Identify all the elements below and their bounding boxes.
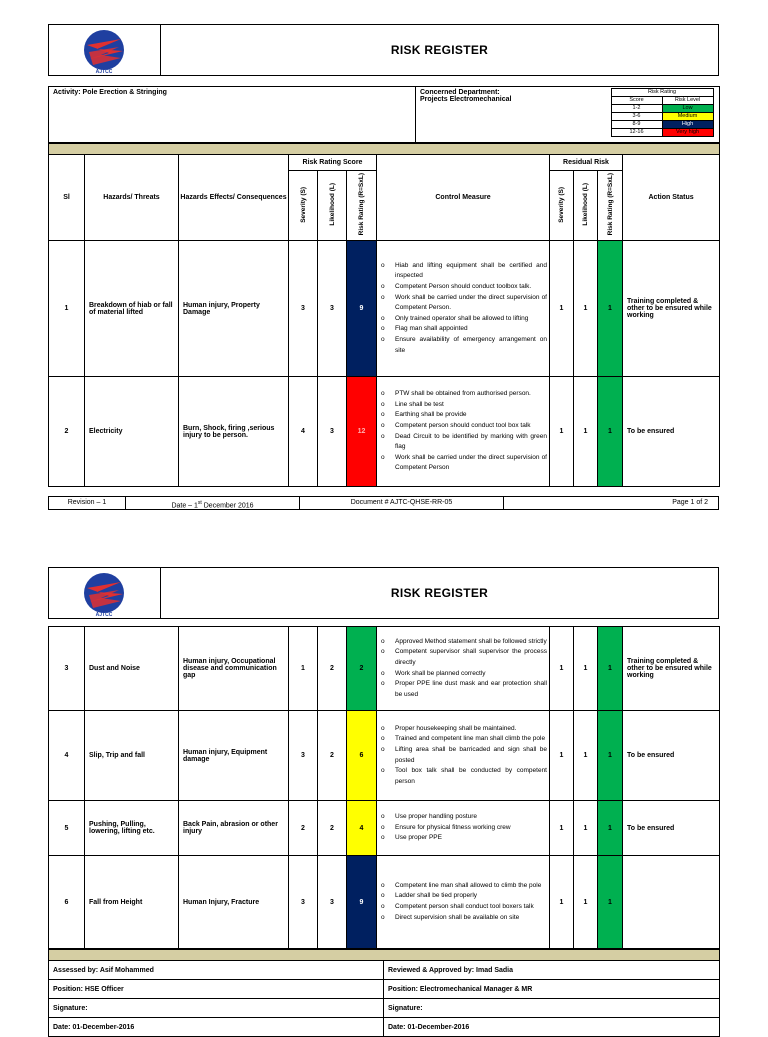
control-text: Hiab and lifting equipment shall be certified and inspected (395, 261, 547, 280)
bullet-icon: o (381, 648, 385, 656)
page-2 (48, 567, 719, 1037)
control-item (381, 324, 547, 335)
footer-page: Page 1 of 2 (672, 499, 708, 506)
control-text: Dead Circuit to be identified by marking with green flag (395, 432, 547, 451)
bullet-icon: o (381, 400, 385, 408)
control-text: Work shall be carried under the direct supervision of Competent Person (395, 453, 547, 472)
bullet-icon: o (381, 637, 385, 645)
control-text: Use proper PPE (395, 834, 442, 842)
control-text: Approved Method statement shall be followed strictly (395, 637, 547, 645)
row-action-status: Training completed & other to be ensured while working (623, 627, 720, 711)
control-text: Competent supervisor shall supervisor the process directly (395, 648, 547, 666)
bullet-icon: o (381, 903, 385, 910)
row-residual-likelihood: 1 (574, 241, 598, 377)
row-residual-severity: 1 (550, 627, 574, 711)
control-text: Ensure availability of emergency arrangement on site (395, 335, 547, 354)
table-row (49, 377, 720, 487)
page-1 (48, 24, 719, 487)
bullet-icon: o (381, 745, 385, 753)
logo-text: AJTCC (95, 612, 113, 618)
separator-band-2 (49, 950, 720, 961)
legend-level-low: Low (662, 105, 713, 113)
assessed-by: Assessed by: Asif Mohammed (49, 961, 384, 980)
col-control: Control Measure (377, 155, 550, 241)
control-item (381, 293, 547, 314)
control-text: Competent person should conduct tool box talk (395, 421, 531, 429)
row-residual-severity: 1 (550, 711, 574, 801)
row-effect: Human Injury, Fracture (179, 856, 289, 949)
page-header (48, 24, 719, 76)
bullet-icon: o (381, 724, 385, 732)
control-item (381, 812, 547, 823)
row-control-measures (377, 377, 550, 487)
control-item (381, 724, 547, 735)
col-sl: Sl (49, 155, 85, 241)
row-residual-rating: 1 (598, 856, 623, 949)
separator-band (49, 144, 720, 155)
control-item (381, 734, 547, 745)
control-item (381, 421, 547, 432)
control-item (381, 282, 547, 293)
bullet-icon: o (381, 411, 385, 419)
row-action-status: Training completed & other to be ensured while working (623, 241, 720, 377)
control-text: Only trained operator shall be allowed to lifting (395, 314, 529, 322)
row-action-status: To be ensured (623, 801, 720, 856)
bullet-icon: o (381, 261, 385, 269)
risk-rating-legend (611, 88, 714, 137)
bullet-icon: o (381, 314, 385, 322)
row-hazard: Pushing, Pulling, lowering, lifting etc. (85, 801, 179, 856)
bullet-icon: o (381, 735, 385, 743)
company-logo (49, 25, 161, 75)
page-title: RISK REGISTER (390, 43, 489, 57)
control-text: Proper PPE line dust mask and ear protection shall be used (395, 680, 547, 698)
bullet-icon: o (381, 390, 385, 398)
row-risk-rating: 4 (347, 801, 377, 856)
legend-level-very-high: Very high (662, 129, 713, 137)
row-residual-rating: 1 (598, 801, 623, 856)
col-likelihood: Likelihood (L) (328, 183, 336, 226)
control-text: Tool box talk shall be conducted by competent person (395, 767, 547, 785)
row-hazard: Electricity (85, 377, 179, 487)
legend-level-high: High (662, 121, 713, 129)
row-likelihood: 2 (318, 627, 347, 711)
control-item (381, 745, 547, 766)
table-row (49, 856, 720, 949)
table-row (49, 241, 720, 377)
department-value: Projects Electromechanical (420, 96, 512, 103)
bullet-icon: o (381, 813, 385, 821)
bullet-icon: o (381, 823, 385, 831)
row-severity: 4 (289, 377, 318, 487)
position-right: Position: Electromechanical Manager & MR (384, 980, 720, 999)
control-text: Proper housekeeping shall be maintained. (395, 724, 517, 732)
position-left: Position: HSE Officer (49, 980, 384, 999)
col-hazards: Hazards/ Threats (85, 155, 179, 241)
row-residual-likelihood: 1 (574, 627, 598, 711)
control-item (381, 389, 547, 400)
row-hazard: Breakdown of hiab or fall of material lifted (85, 241, 179, 377)
row-sl: 5 (49, 801, 85, 856)
date-right: Date: 01-December-2016 (384, 1018, 720, 1037)
activity-label: Activity: Pole Erection & Stringing (49, 87, 416, 143)
bullet-icon: o (381, 669, 385, 677)
bullet-icon: o (381, 881, 385, 889)
bullet-icon: o (381, 421, 385, 429)
legend-score: 8-9 (611, 121, 662, 129)
risk-table-page-1 (48, 143, 720, 487)
row-likelihood: 3 (318, 856, 347, 949)
row-severity: 1 (289, 627, 318, 711)
control-item (381, 902, 547, 913)
table-row (49, 801, 720, 856)
table-row (49, 711, 720, 801)
col-severity: Severity (S) (299, 186, 307, 223)
row-effect: Human injury, Equipment damage (179, 711, 289, 801)
control-text: Ladder shall be tied properly (395, 892, 478, 900)
risk-table-page-2 (48, 626, 720, 949)
control-item (381, 453, 547, 474)
row-risk-rating: 9 (347, 241, 377, 377)
row-effect: Back Pain, abrasion or other injury (179, 801, 289, 856)
company-logo-2 (49, 568, 161, 618)
page-title-2: RISK REGISTER (390, 586, 489, 600)
control-text: Earthing shall be provide (395, 411, 467, 419)
col-effects: Hazards Effects/ Consequences (179, 155, 289, 241)
control-item (381, 432, 547, 453)
row-severity: 3 (289, 241, 318, 377)
control-item (381, 766, 547, 787)
control-text: Competent person shall conduct tool boxers talk (395, 903, 534, 910)
col-action: Action Status (623, 155, 720, 241)
legend-level-medium: Medium (662, 113, 713, 121)
control-item (381, 891, 547, 902)
control-item (381, 823, 547, 834)
row-residual-severity: 1 (550, 241, 574, 377)
page-footer (48, 496, 719, 510)
signature-right: Signature: (384, 999, 720, 1018)
row-control-measures (377, 801, 550, 856)
control-item (381, 833, 547, 844)
legend-score: 1-2 (611, 105, 662, 113)
legend-score: 3-6 (611, 113, 662, 121)
row-residual-rating: 1 (598, 627, 623, 711)
rows-page-1 (49, 241, 720, 487)
row-action-status (623, 856, 720, 949)
logo-icon (49, 568, 160, 618)
row-residual-likelihood: 1 (574, 377, 598, 487)
legend-score-header: Score (611, 97, 662, 105)
row-risk-rating: 9 (347, 856, 377, 949)
legend-score: 12-16 (611, 129, 662, 137)
rows-page-2 (49, 627, 720, 949)
signature-left: Signature: (49, 999, 384, 1018)
row-control-measures (377, 627, 550, 711)
row-action-status: To be ensured (623, 711, 720, 801)
legend-level-header: Risk Level (662, 97, 713, 105)
col-risk-rating-score: Risk Rating Score (289, 155, 377, 171)
control-item (381, 679, 547, 700)
footer-revision: Revision – 1 (49, 497, 126, 509)
bullet-icon: o (381, 293, 385, 301)
footer-date: Date – 1st December 2016 (126, 497, 300, 509)
row-residual-likelihood: 1 (574, 856, 598, 949)
control-text: Ensure for physical fitness working crew (395, 823, 511, 831)
logo-icon (49, 25, 160, 75)
row-sl: 4 (49, 711, 85, 801)
risk-rating-legend-title: Risk Rating (611, 89, 713, 97)
bullet-icon: o (381, 335, 385, 343)
control-item (381, 314, 547, 325)
row-likelihood: 3 (318, 377, 347, 487)
row-residual-severity: 1 (550, 377, 574, 487)
row-residual-rating: 1 (598, 711, 623, 801)
control-item (381, 400, 547, 411)
control-text: Trained and competent line man shall climb the pole (395, 735, 546, 743)
row-effect: Human injury, Property Damage (179, 241, 289, 377)
row-hazard: Slip, Trip and fall (85, 711, 179, 801)
row-likelihood: 2 (318, 801, 347, 856)
row-residual-likelihood: 1 (574, 711, 598, 801)
col-residual-likelihood: Likelihood (L) (582, 183, 589, 226)
control-text: Work shall be carried under the direct supervision of Competent Person. (395, 293, 547, 312)
bullet-icon: o (381, 432, 385, 440)
row-risk-rating: 2 (347, 627, 377, 711)
activity-info (48, 86, 720, 143)
bullet-icon: o (381, 767, 385, 775)
row-residual-rating: 1 (598, 377, 623, 487)
bullet-icon: o (381, 453, 385, 461)
control-item (381, 410, 547, 421)
row-residual-likelihood: 1 (574, 801, 598, 856)
row-hazard: Fall from Height (85, 856, 179, 949)
row-risk-rating: 12 (347, 377, 377, 487)
control-text: PTW shall be obtained from authorised person. (395, 390, 531, 398)
page-header-2 (48, 567, 719, 619)
reviewed-by: Reviewed & Approved by: Imad Sadia (384, 961, 720, 980)
bullet-icon: o (381, 834, 385, 842)
row-effect: Burn, Shock, firing ,serious injury to be person. (179, 377, 289, 487)
department-label: Concerned Department: (420, 89, 500, 96)
row-sl: 3 (49, 627, 85, 711)
control-item (381, 335, 547, 356)
row-severity: 2 (289, 801, 318, 856)
control-item (381, 913, 547, 924)
row-action-status: To be ensured (623, 377, 720, 487)
row-severity: 3 (289, 711, 318, 801)
bullet-icon: o (381, 283, 385, 291)
row-severity: 3 (289, 856, 318, 949)
control-text: Line shall be test (395, 400, 444, 408)
control-text: Lifting area shall be barricaded and sign shall be posted (395, 745, 547, 764)
row-control-measures (377, 711, 550, 801)
row-residual-severity: 1 (550, 801, 574, 856)
col-risk-rating: Risk Rating (R=SxL) (358, 173, 365, 236)
row-risk-rating: 6 (347, 711, 377, 801)
logo-text: AJTCC (95, 69, 113, 75)
col-residual-severity: Severity (S) (558, 186, 565, 223)
row-control-measures (377, 241, 550, 377)
control-text: Flag man shall appointed (395, 325, 468, 333)
row-likelihood: 3 (318, 241, 347, 377)
bullet-icon: o (381, 680, 385, 688)
control-text: Competent line man shall allowed to climb the pole (395, 881, 542, 889)
row-residual-rating: 1 (598, 241, 623, 377)
control-text: Direct supervision shall be available on site (395, 913, 520, 921)
bullet-icon: o (381, 892, 385, 900)
footer-document: Document # AJTC-QHSE-RR-05 (300, 497, 504, 509)
control-text: Work shall be planned correctly (395, 669, 486, 677)
control-item (381, 647, 547, 668)
bullet-icon: o (381, 325, 385, 333)
col-residual: Residual Risk (550, 155, 623, 171)
control-item (381, 881, 547, 892)
control-item (381, 637, 547, 648)
row-hazard: Dust and Noise (85, 627, 179, 711)
row-control-measures (377, 856, 550, 949)
row-likelihood: 2 (318, 711, 347, 801)
row-sl: 6 (49, 856, 85, 949)
date-left: Date: 01-December-2016 (49, 1018, 384, 1037)
col-residual-rating: Risk Rating (R=SxL) (606, 173, 614, 236)
row-effect: Human injury, Occupational disease and communication gap (179, 627, 289, 711)
table-row (49, 627, 720, 711)
row-residual-severity: 1 (550, 856, 574, 949)
control-text: Use proper handling posture (395, 813, 478, 821)
control-item (381, 261, 547, 282)
row-sl: 2 (49, 377, 85, 487)
bullet-icon: o (381, 913, 385, 921)
control-text: Competent Person should conduct toolbox talk. (395, 283, 532, 291)
row-sl: 1 (49, 241, 85, 377)
control-item (381, 669, 547, 680)
